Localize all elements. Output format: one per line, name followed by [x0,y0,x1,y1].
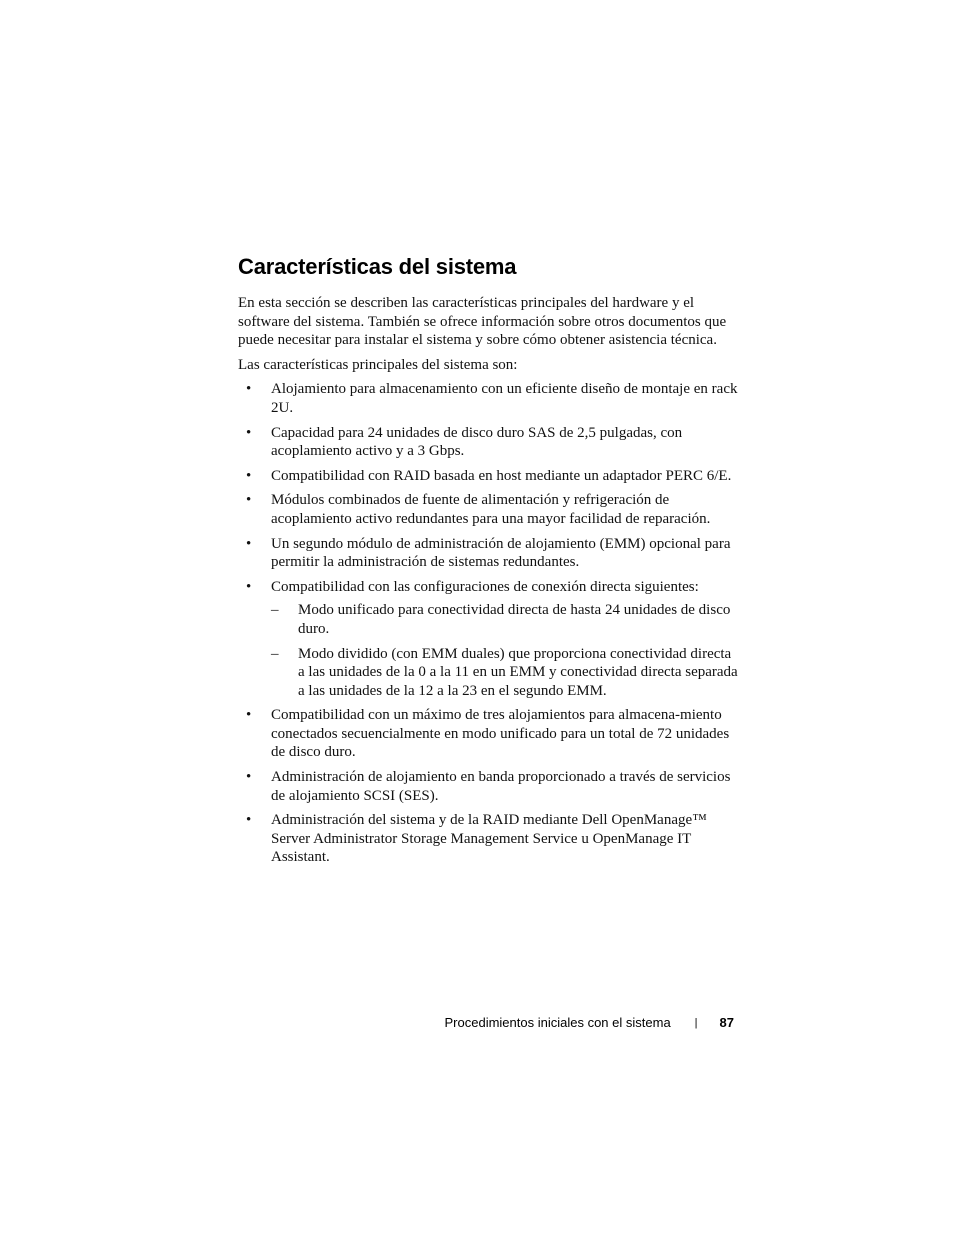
section-heading: Características del sistema [238,254,517,279]
feature-list [238,380,738,867]
page-footer [445,1015,734,1030]
bullet-icon: • [246,812,252,829]
bullet-icon: • [246,467,252,484]
bullet-icon: • [246,707,252,724]
page-number: 87 [719,1015,734,1030]
lead-paragraph: Las características principales del sistema son: [238,356,518,373]
feature-text: Administración del sistema y de la RAID mediante Dell OpenManage™ Server Administrator Storage Management Service u OpenManage IT Assistant. [271,812,707,866]
bullet-icon: • [246,492,252,509]
sub-feature-item [271,601,738,638]
body-content [238,294,738,873]
sub-feature-text: Modo dividido (con EMM duales) que proporciona conectividad directa a las unidades de la 0 a la 11 en un EMM y conectividad directa separada a las unidades de la 12 a la 23 en el segundo EMM. [298,645,738,699]
feature-item [238,467,738,486]
feature-item [238,768,738,805]
feature-item [238,535,738,572]
sub-feature-item [271,645,738,701]
bullet-icon: • [246,381,252,398]
feature-text: Módulos combinados de fuente de alimentación y refrigeración de acoplamiento activo redundantes para una mayor facilidad de reparación. [271,492,711,527]
feature-text: Compatibilidad con un máximo de tres alojamientos para almacena-miento conectados secuencialmente en modo unificado para un total de 72 unidades de disco duro. [271,707,730,761]
feature-text: Un segundo módulo de administración de alojamiento (EMM) opcional para permitir la administración de sistemas redundantes. [271,535,731,571]
feature-text: Compatibilidad con las configuraciones de conexión directa siguientes: [271,578,699,595]
feature-item [238,380,738,417]
feature-text: Capacidad para 24 unidades de disco duro SAS de 2,5 pulgadas, con acoplamiento activo y a 3 Gbps. [271,424,683,460]
feature-item [238,491,738,528]
sub-feature-text: Modo unificado para conectividad directa de hasta 24 unidades de disco duro. [298,602,731,637]
sub-feature-list [271,601,738,700]
bullet-icon: • [246,769,252,786]
feature-item [238,811,738,867]
feature-item [238,424,738,461]
dash-icon: – [271,602,279,619]
feature-text: Alojamiento para almacenamiento con un eficiente diseño de montaje en rack 2U. [271,381,738,416]
footer-section-title: Procedimientos iniciales con el sistema [444,1015,671,1030]
bullet-icon: • [246,424,252,441]
feature-item [238,578,738,701]
intro-paragraph: En esta sección se describen las características principales del hardware y el software del sistema. También se ofrece información sobre otros documentos que puede necesitar para instalar el sistema y sobre cómo obtener asistencia técnica. [238,295,727,349]
bullet-icon: • [246,535,252,552]
footer-separator: | [694,1016,698,1029]
feature-item [238,706,738,762]
dash-icon: – [271,645,279,662]
feature-text: Compatibilidad con RAID basada en host mediante un adaptador PERC 6/E. [271,467,732,484]
bullet-icon: • [246,578,252,595]
feature-text: Administración de alojamiento en banda proporcionado a través de servicios de alojamiento SCSI (SES). [271,769,731,804]
